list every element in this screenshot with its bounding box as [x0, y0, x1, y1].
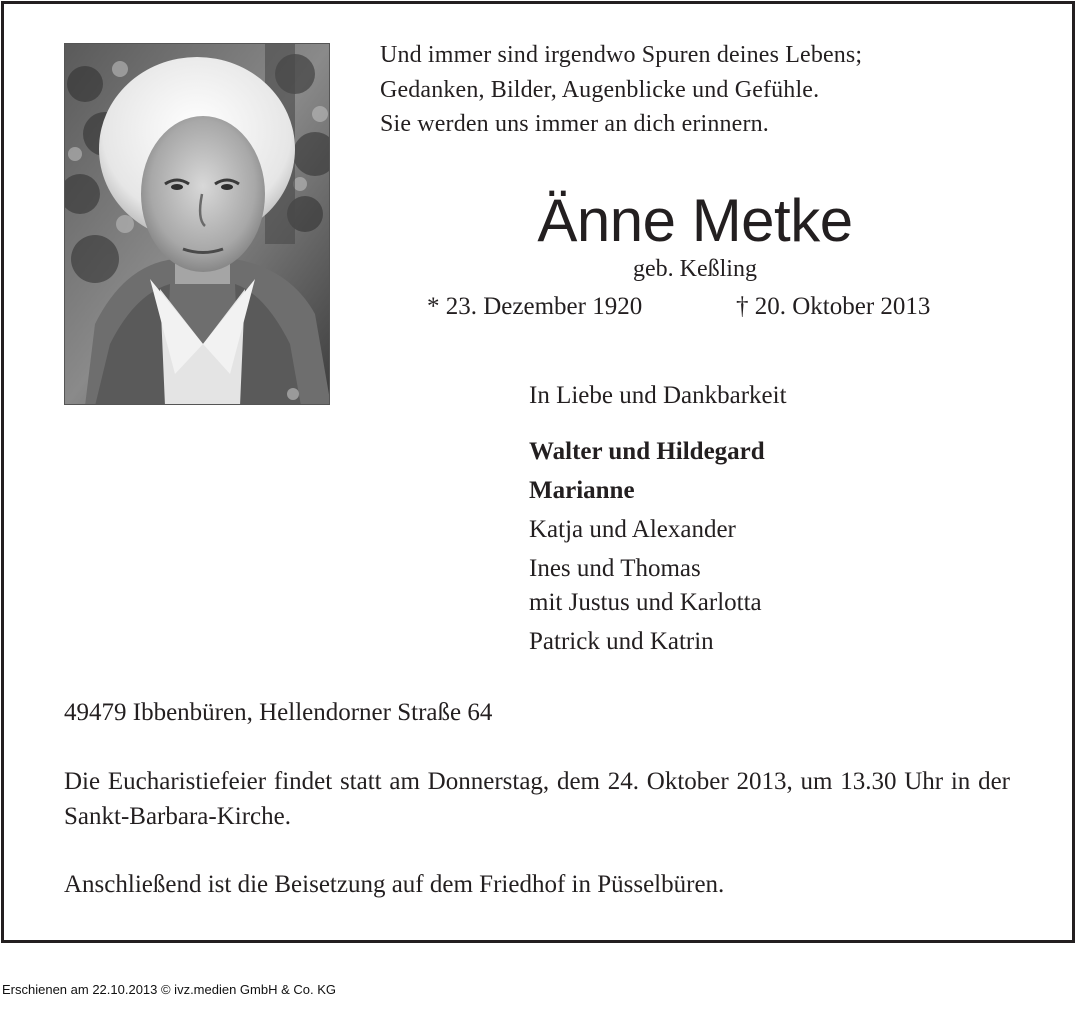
birth-date: * 23. Dezember 1920	[427, 293, 643, 320]
deceased-name: Änne Metke	[537, 187, 853, 254]
family-member: Marianne	[529, 477, 635, 504]
family-member: Ines und Thomas	[529, 555, 701, 582]
poem-line: Gedanken, Bilder, Augenblicke und Gefühle.	[380, 76, 820, 103]
death-date: † 20. Oktober 2013	[736, 293, 931, 320]
maiden-name: geb. Keßling	[633, 256, 757, 282]
publication-footer: Erschienen am 22.10.2013 © ivz.medien GmbH & Co. KG	[2, 982, 337, 997]
poem-line: Sie werden uns immer an dich erinnern.	[380, 111, 769, 137]
poem-line: Und immer sind irgendwo Spuren deines Lebens;	[380, 42, 863, 68]
portrait-photo	[64, 43, 330, 405]
service-info: Die Eucharistiefeier findet statt am Donnerstag, dem 24. Oktober 2013, um 13.30 Uhr in der Sankt-Barbara-Kirche.	[64, 768, 1010, 830]
burial-info: Anschließend ist die Beisetzung auf dem Friedhof in Püsselbüren.	[64, 871, 725, 898]
family-member: Patrick und Katrin	[529, 628, 714, 655]
family-member: Walter und Hildegard	[529, 438, 765, 465]
family-intro: In Liebe und Dankbarkeit	[529, 382, 787, 409]
family-member: mit Justus und Karlotta	[529, 589, 762, 616]
address: 49479 Ibbenbüren, Hellendorner Straße 64	[64, 699, 493, 726]
family-member: Katja und Alexander	[529, 516, 736, 543]
poem	[380, 38, 862, 142]
